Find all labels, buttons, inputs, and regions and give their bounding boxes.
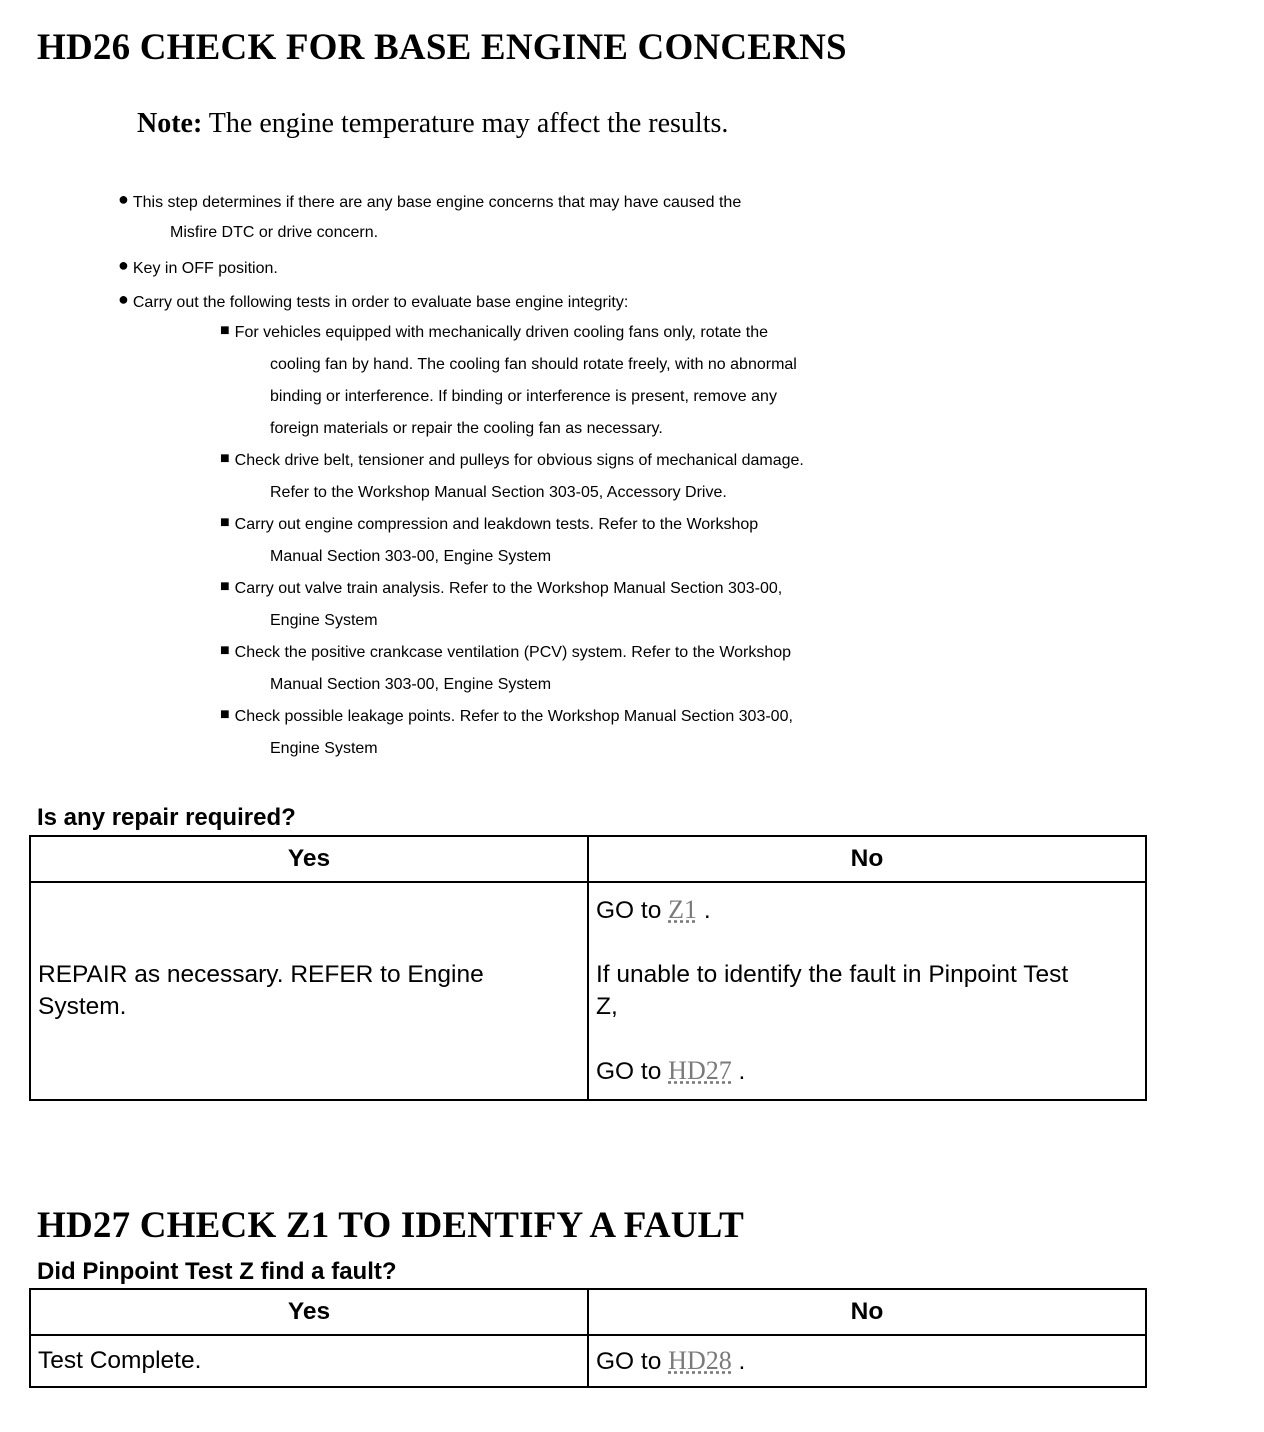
table-header-row [30,1289,1146,1335]
sub-list-item [220,637,791,669]
yes-cell [30,1335,588,1387]
sub-list-item-continuation: Refer to the Workshop Manual Section 303-05, Accessory Drive. [270,484,727,501]
sub-list-item-text: Check possible leakage points. Refer to the Workshop Manual Section 303-00, [234,708,793,725]
hd26-decision-table [29,835,1147,1101]
hd27-title: HD27 CHECK Z1 TO IDENTIFY A FAULT [37,1205,745,1246]
list-item-text: Key in OFF position. [132,260,278,277]
note [137,108,728,140]
yes-line: System. [38,993,127,1020]
bullet-dot-icon: ● [118,255,129,275]
go-to-prefix: GO to [596,1058,669,1085]
sub-list-item [220,317,768,349]
sub-list-item-text: Carry out valve train analysis. Refer to the Workshop Manual Section 303-00, [234,580,783,597]
go-to-z1 [596,894,1138,927]
no-line: If unable to identify the fault in Pinpoint Test [596,961,1069,988]
sub-list-item [220,701,793,733]
sub-list-item-continuation: cooling fan by hand. The cooling fan should rotate freely, with no abnormal [270,356,797,373]
yes-cell-text [38,959,580,1023]
bullet-square-icon: ■ [220,642,230,659]
sub-list-item-text: For vehicles equipped with mechanically driven cooling fans only, rotate the [234,324,768,341]
bullet-dot-icon: ● [118,189,129,209]
sub-list-item-text: Check the positive crankcase ventilation (PCV) system. Refer to the Workshop [234,644,792,661]
go-to-prefix: GO to [596,1348,669,1375]
yes-cell [30,882,588,1100]
no-cell [588,1335,1146,1387]
bullet-square-icon: ■ [220,578,230,595]
list-item-text: This step determines if there are any base engine concerns that may have caused the [132,194,742,211]
bullet-square-icon: ■ [220,514,230,531]
table-row [30,882,1146,1100]
go-to-hd27 [596,1055,1138,1088]
table-row [30,1335,1146,1387]
bullet-dot-icon: ● [118,289,129,309]
note-label: Note: [137,108,203,139]
note-text: The engine temperature may affect the results. [202,108,729,139]
table-header-row [30,836,1146,882]
bullet-square-icon: ■ [220,450,230,467]
list-item-continuation: Misfire DTC or drive concern. [170,224,379,241]
sub-list-item-continuation: binding or interference. If binding or interference is present, remove any [270,388,777,405]
yes-header: Yes [30,836,588,882]
sub-list-item-text: Carry out engine compression and leakdown tests. Refer to the Workshop [234,516,759,533]
sub-list-item-continuation: Engine System [270,740,378,757]
list-item-text: Carry out the following tests in order to evaluate base engine integrity: [132,294,629,311]
bullet-square-icon: ■ [220,706,230,723]
go-to-suffix: . [731,1348,746,1375]
sub-list-item-text: Check drive belt, tensioner and pulleys for obvious signs of mechanical damage. [234,452,804,469]
list-item [118,251,278,285]
sub-list-item-continuation: Engine System [270,612,378,629]
sub-list-item-continuation: Manual Section 303-00, Engine System [270,548,552,565]
go-to-suffix: . [697,897,711,924]
link-hd28[interactable]: HD28 [668,1346,732,1375]
list-item [118,285,628,319]
link-hd27[interactable]: HD27 [668,1056,732,1085]
sub-list-item [220,509,758,541]
yes-header: Yes [30,1289,588,1335]
go-to-prefix: GO to [596,897,669,924]
no-line: Z, [596,993,618,1020]
hd27-decision-table [29,1288,1147,1388]
no-cell-text [596,894,1138,1088]
link-z1[interactable]: Z1 [668,895,698,924]
hd27-question: Did Pinpoint Test Z find a fault? [37,1258,397,1285]
sub-list-item-continuation: Manual Section 303-00, Engine System [270,676,552,693]
no-header: No [588,1289,1146,1335]
list-item [118,185,741,219]
sub-list-item [220,445,804,477]
bullet-square-icon: ■ [220,322,230,339]
hd26-question: Is any repair required? [37,804,296,831]
hd26-title: HD26 CHECK FOR BASE ENGINE CONCERNS [37,27,847,68]
no-cell [588,882,1146,1100]
no-header: No [588,836,1146,882]
sub-list-item [220,573,782,605]
go-to-suffix: . [731,1058,746,1085]
yes-text: Test Complete. [38,1347,202,1374]
yes-line: REPAIR as necessary. REFER to Engine [38,961,484,988]
sub-list-item-continuation: foreign materials or repair the cooling fan as necessary. [270,420,663,437]
